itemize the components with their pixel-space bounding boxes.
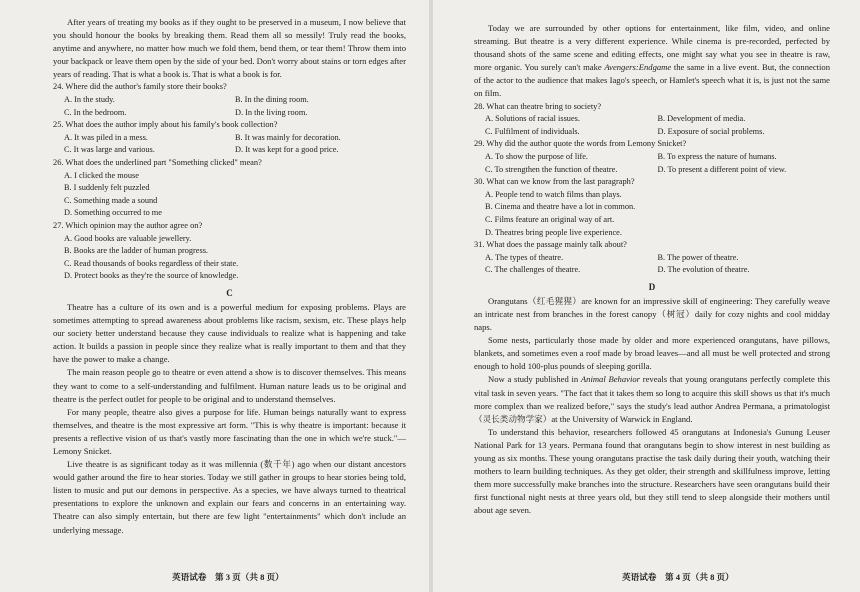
passage-d-paragraph-2: Some nests, particularly those made by older and more experienced orangutans, have pillows, blankets, and sometimes even a roof made by broad leaves—and all must be well protected and strong enough to hold 100-plus pounds of sleeping gorilla. <box>474 335 830 372</box>
question-stem: 24. Where did the author's family store their books? <box>53 82 227 92</box>
option-d: D. Exposure of social problems. <box>657 126 765 136</box>
question-stem: 27. Which opinion may the author agree on? <box>53 221 203 230</box>
option-d: D. It was kept for a good price. <box>235 145 339 155</box>
option-c: C. Something made a sound <box>64 195 158 205</box>
question-stem: 30. What can we know from the last paragraph? <box>474 177 635 187</box>
option-b: B. The power of theatre. <box>657 252 739 262</box>
page-footer: 英语试卷 第 4 页（共 8 页） <box>622 572 734 582</box>
option-b: B. Development of media. <box>657 114 746 124</box>
question-stem: 28. What can theatre bring to society? <box>474 101 602 111</box>
options <box>53 132 406 157</box>
option-c: C. Films feature an original way of art. <box>485 214 615 224</box>
options <box>474 113 830 138</box>
passage-d-paragraph-3 <box>474 373 830 425</box>
passage-b-ending: After years of treating my books as if they ought to be preserved in a museum, I now believe that you should honour the books by breaking them. Read them all so messily! Truly read the books, anytime and anywhere, no matter how much we fold them, bend them, or tear them! Throw them into your backpack or leave them open by the side of your bed. Don't worry about stains or torn edges after years of reading. That is what a book is. That is what a book is for. <box>53 17 406 80</box>
option-a: A. Solutions of racial issues. <box>485 114 580 124</box>
option-a: A. In the study. <box>64 95 115 105</box>
page-4-content <box>474 22 830 517</box>
passage-c-paragraph-5 <box>474 22 830 101</box>
options <box>474 252 830 277</box>
option-d: D. The evolution of theatre. <box>657 265 750 275</box>
option-c: C. It was large and various. <box>64 145 155 155</box>
option-d: D. To present a different point of view. <box>657 164 787 174</box>
option-a: A. People tend to watch films than plays. <box>485 189 622 199</box>
question-stem: 31. What does the passage mainly talk about? <box>474 240 627 250</box>
question-29 <box>474 138 830 176</box>
option-d: D. In the living room. <box>235 107 308 117</box>
question-31 <box>474 239 830 277</box>
passage-c-paragraph-1: Theatre has a culture of its own and is a powerful medium for exposing problems. Plays are sometimes attempting to spread awareness about problems like racism, sexism, etc. These plays help our society better understand because they cause individuals to realize what is happening and take action. It builds a passion in people since they realize what is really important to them and that they have the power to make a change. <box>53 301 406 365</box>
passage-c-paragraph-2: The main reason people go to theatre or even attend a show is to discover themselves. This means they want to come to a self-understanding and fulfilment. Human nature leads us to be original and theatre is the perfect outlet for people to be original and to understand themselves. <box>53 367 406 404</box>
option-d: D. Theatres bring people live experience. <box>485 227 622 237</box>
option-b: B. It was mainly for decoration. <box>235 132 341 142</box>
option-a: A. The types of theatre. <box>485 252 564 262</box>
section-heading-d: D <box>648 281 656 292</box>
question-stem: 26. What does the underlined part "Something clicked" mean? <box>53 158 262 168</box>
option-c: C. In the bedroom. <box>64 107 127 117</box>
option-b: B. Cinema and theatre have a lot in common. <box>485 202 636 212</box>
page-4 <box>432 0 860 592</box>
page-footer: 英语试卷 第 3 页（共 8 页） <box>172 572 284 582</box>
passage-d-paragraph-1: Orangutans（红毛猩猩）are known for an impressive skill of engineering: They carefully weave an intricate nest from branches in the forest canopy（树冠）daily for cozy nights and cool midday naps. <box>474 295 830 333</box>
option-a: A. I clicked the mouse <box>64 170 139 180</box>
film-title: Avengers:Endgame <box>604 62 672 73</box>
question-30 <box>474 176 830 239</box>
option-a: A. Good books are valuable jewellery. <box>64 233 192 243</box>
option-c: C. To strengthen the function of theatre. <box>485 164 618 174</box>
options <box>53 94 406 119</box>
question-24 <box>53 81 406 119</box>
options <box>474 189 830 239</box>
text-run: Today we are surrounded by other options for entertainment, like film, video, and online streaming. But theatre is a very different experience. While cinema is pre-recorded, perfected by thousand shots of the same scene and editing effects, one might say what you see in theatre is raw, more organic. You surely can't make <box>474 23 830 73</box>
question-25 <box>53 119 406 157</box>
option-b: B. I suddenly felt puzzled <box>64 183 150 193</box>
options <box>53 233 406 283</box>
text-run: Now a study published in <box>488 374 581 385</box>
option-c: C. Read thousands of books regardless of their state. <box>64 258 239 268</box>
passage-c-paragraph-3: For many people, theatre also gives a purpose for life. Human beings naturally want to express themselves, and theatre is the most expressive art form. "This is why theatre is important: because it presents a reflective vision of us that's vastly more fascinating than the one in which we're stuck."—Lemony Snicket. <box>53 406 406 456</box>
question-28 <box>474 101 830 139</box>
question-27 <box>53 220 406 283</box>
question-26 <box>53 157 406 220</box>
option-b: B. Books are the ladder of human progress. <box>64 246 209 256</box>
text-run: the same in a live event. But, the connection of the actor to the audience that makes Iago's speech, or Hamlet's speech what it is, is just not the same on film. <box>474 62 831 99</box>
passage-c-paragraph-4: Live theatre is as significant today as it was millennia (数千年) ago when our distant ancestors would gather around the fire to hear stories. Today we still gather in groups to hear stories being told, listen to music and put our demons in perspective. As a species, we have always turned to theatrical presentations to explore the unknown and explain our fears and concerns in an entertaining way. Theatre can also simply entertain, but there are few light "entertainments" which don't include an underlying message. <box>53 459 406 535</box>
options <box>53 170 406 220</box>
passage-d-paragraph-4: To understand this behavior, researchers followed 45 orangutans at Indonesia's Gunung Leuser National Park for 13 years. Permana found that orangutans begin to show interest in nest building as young as six months. These young orangutans practise the task daily during their youth, watching their mothers to learn building techniques. As they get older, their strength and skillfulness improve, letting them more successfully make branches into the structure. Researchers have seen orangutans build their first functional night nests at three years old, but they still tend to sleep alongside their mothers until about age seven. <box>474 426 830 516</box>
section-heading-c: C <box>226 287 233 298</box>
options <box>474 151 830 176</box>
page-3-content <box>53 16 406 537</box>
journal-title: Animal Behavior <box>580 374 640 385</box>
option-b: B. To express the nature of humans. <box>657 151 777 161</box>
option-d: D. Something occurred to me <box>64 208 162 218</box>
option-c: C. Fulfilment of individuals. <box>485 126 580 136</box>
option-a: A. It was piled in a mess. <box>64 132 148 142</box>
text-run: reveals that young orangutans perfectly complete this vital task in seven years. "The fact that it takes them so long to acquire this skill shows us that it's much more complex than we realized before," says the study's lead author Andrea Permana, a primatologist（灵长类动物学家）at the University of Warwick in England. <box>474 374 830 424</box>
option-a: A. To show the purpose of life. <box>485 151 588 161</box>
option-d: D. Protect books as they're the source of knowledge. <box>64 271 239 281</box>
option-c: C. The challenges of theatre. <box>485 265 581 275</box>
question-stem: 29. Why did the author quote the words from Lemony Snicket? <box>474 139 687 149</box>
option-b: B. In the dining room. <box>235 95 309 105</box>
question-stem: 25. What does the author imply about his family's book collection? <box>53 120 278 130</box>
